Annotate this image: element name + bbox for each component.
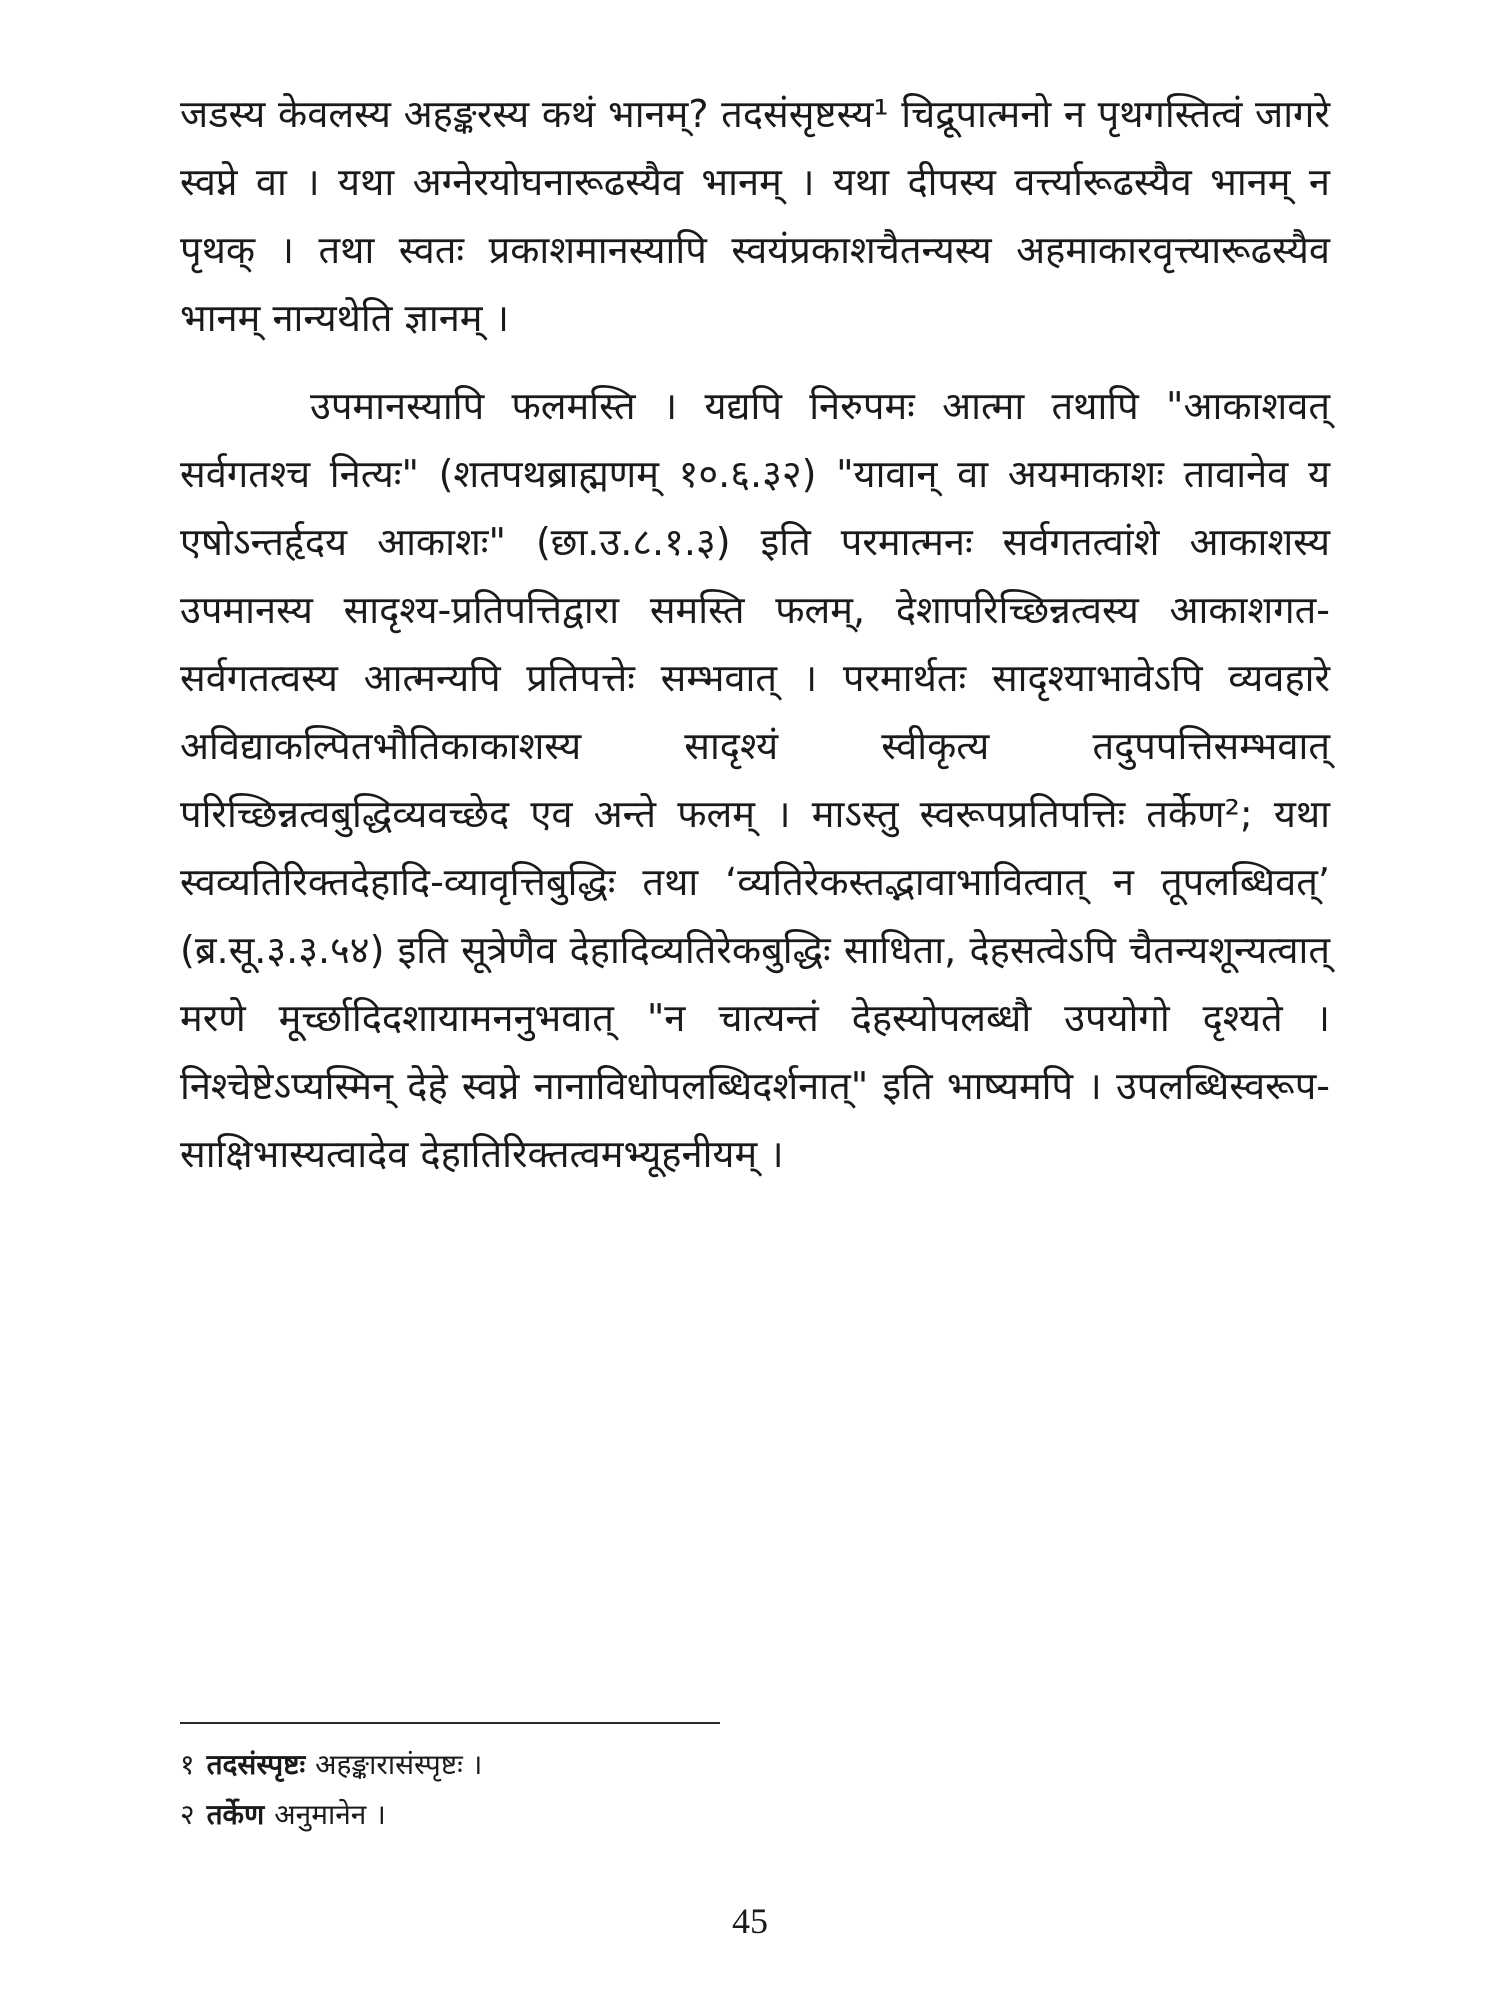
footnote-headword: तर्केण [206,1798,265,1831]
footnote-headword: तदसंस्पृष्टः [206,1748,306,1781]
footnote-1 [180,1740,1330,1790]
page-number: 45 [732,1901,768,1941]
footnote-number: १ [180,1748,195,1781]
footnote-2 [180,1790,1330,1840]
footnotes [180,1740,1330,1840]
footnote-separator [180,1722,720,1724]
footnote-text: अनुमानेन । [274,1798,386,1831]
footnote-number: २ [180,1798,195,1831]
paragraph-1: जडस्य केवलस्य अहङ्करस्य कथं भानम्? तदसंसृष्टस्य¹ चिद्रूपात्मनो न पृथगस्तित्वं जागरे स्वप्ने वा । यथा अग्नेरयोघनारूढस्यैव भानम् । यथा दीपस्य वर्त्त्यारूढस्यैव भानम् न पृथक् । तथा स्वतः प्रकाशमानस्यापि स्वयंप्रकाशचैतन्यस्य अहमाकारवृत्त्यारूढस्यैव भानम् नान्यथेति ज्ञानम् । [180,92,1330,340]
body-text [180,80,1330,1188]
paragraph-2: उपमानस्यापि फलमस्ति । यद्यपि निरुपमः आत्मा तथापि "आकाशवत् सर्वगतश्च नित्यः" (शतपथब्राह्मणम् १०.६.३२) "यावान् वा अयमाकाशः तावानेव य एषोऽन्तर्हृदय आकाशः" (छा.उ.८.१.३) इति परमात्मनः सर्वगतत्वांशे आकाशस्य उपमानस्य सादृश्य-प्रतिपत्तिद्वारा समस्ति फलम्, देशापरिच्छिन्नत्वस्य आकाशगत-सर्वगतत्वस्य आत्मन्यपि प्रतिपत्तेः सम्भवात् । परमार्थतः सादृश्याभावेऽपि व्यवहारे अविद्याकल्पितभौतिकाकाशस्य सादृश्यं स्वीकृत्य तदुपपत्तिसम्भवात् परिच्छिन्नत्वबुद्धिव्यवच्छेद एव अन्ते फलम् । माऽस्तु स्वरूपप्रतिपत्तिः तर्केण²; यथा स्वव्यतिरिक्तदेहादि-व्यावृत्तिबुद्धिः तथा ‘व्यतिरेकस्तद्भावाभावित्वात् न तूपलब्धिवत्’ (ब्र.सू.३.३.५४) इति सूत्रेणैव देहादिव्यतिरेकबुद्धिः साधिता, देहसत्वेऽपि चैतन्यशून्यत्वात् मरणे मूर्च्छादिदशायामननुभवात् "न चात्यन्तं देहस्योपलब्धौ उपयोगो दृश्यते । निश्चेष्टेऽप्यस्मिन् देहे स्वप्ने नानाविधोपलब्धिदर्शनात्" इति भाष्यमपि । उपलब्धिस्वरूप-साक्षिभास्यत्वादेव देहातिरिक्तत्वमभ्यूहनीयम् । [180,384,1330,1176]
footnote-text: अहङ्कारासंस्पृष्टः । [315,1748,483,1781]
